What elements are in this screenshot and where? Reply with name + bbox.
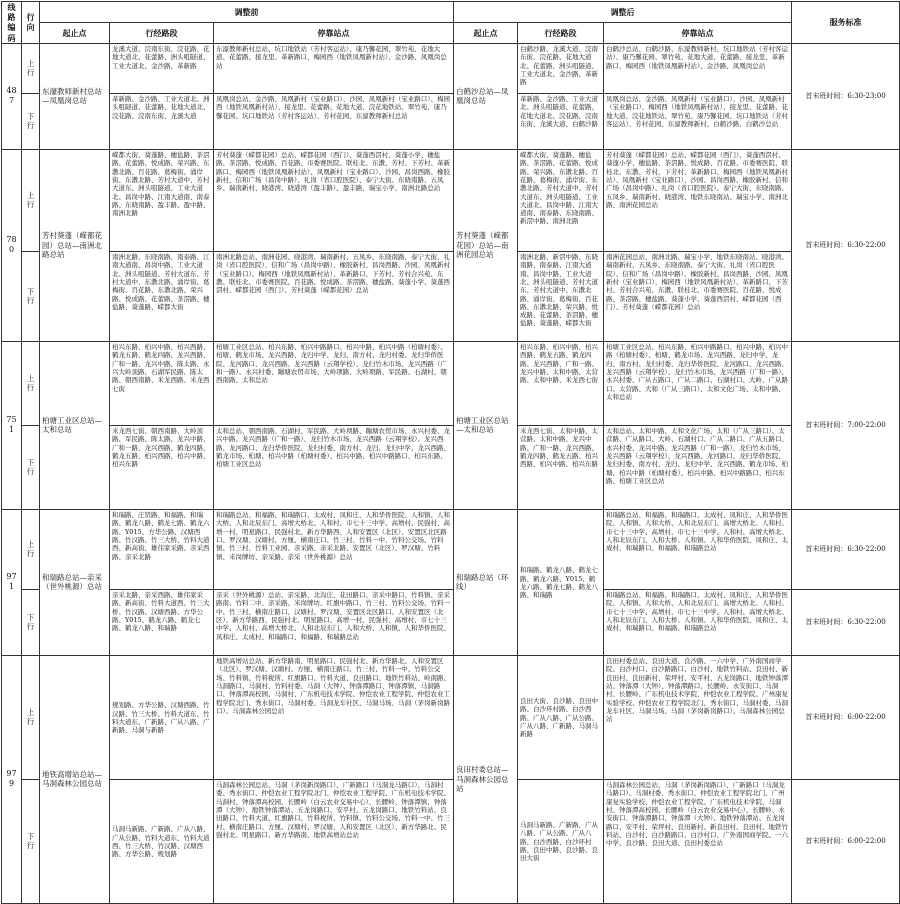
- after-route: 嵘都大街、葵蓬路、穗盐路、茶滘路、花蕾路、悦成路、荣兴路、东漖北路、百花路、葛梅街、涌岸街、东漖北路、芳村大道中、芳村大道东、洲头咀隧道、工业大道北、昌岗中路、江南大道南、南泰路、东晓南路、新滘中路、南洲北路: [518, 149, 604, 251]
- before-route: 亲采北路、亲采西路、雄伟家采路、新高街、竹料大道西、竹三大桥、竹汉路、汉塘西路、方华公路、Y015、鹤龙六路、鹤龙七路、鹤龙八路、和瑞路: [110, 589, 214, 655]
- direction-label: 上行: [22, 655, 40, 779]
- before-route: 规划路、方华公路、汉塘西路、竹汉路、竹三大桥、竹料大道东、竹料大道东、广新路、广从八路、广新路、马洞与新路: [110, 655, 214, 779]
- direction-label: 下行: [22, 425, 40, 509]
- header-before-stops: 停靠站点: [214, 22, 454, 43]
- after-stops: 凤凰岗总站、金沙路、凤凰新村（宝业路口）、沙园、凤凰新村（宝业路口）、梅园西（地铁凤凰新村站）、接龙里、花蕾路、花地大道、浣花地铁站、翠竹苑、康乃馨花园、坑口地铁站（芳村客运站）、芳村花园、东濠教师新村、白鹤沙路、白鹤沙总站: [604, 93, 792, 149]
- route-adjustment-table: [1, 1, 900, 904]
- after-stops: 南洲花园总站、南洲北路、瑞宝小学、地铁东晓南站、晓港湾、瑞南新村、五凤乡、东晓南路、泰宁大街、礼岗（省口腔医院）、信和广场（昌岗中路）、橡胶新村、昌岗西路、沙园、凤凰新村（宝业路口）、梅园西（地铁凤凰新村站）、革新路口、下芳村、芳村合兴苑、东漖、联桂北、市委赛医院、百花路、悦成路、茶滘路、穗盐路、葵蓬小学、葵蓬西滘村、嵘都花园（西门）、芳村葵蓬（嵘都花园）总站: [604, 251, 792, 341]
- after-stops: 良田村委总站、良田大道、良沙路、一六中学、广外南国商学院、白沙村口、白沙路路口、白沙村、地铁竹料站、良田村、新良田村、良田新村、荣坪村、安平村、五龙岗路口、地铁钟落潭站、钟落潭（大钟）、钟落潭路口、长腰岭、永安街口、马洞村、长腰岭、广东机电技术学院、仲恺农业工程学院、广州康复实验学校、仲恺农业工程学院北门、秀水街口、马洞村委、马洞龙车社区、马洞马场、马洞（茅岗新岗路口）、马洞森林公园总站: [604, 655, 792, 779]
- table-row: [2, 251, 900, 341]
- before-stops: 东濠教师新村总站、坑口地铁站（芳村客运站）、康乃馨花园、翠竹苑、花地大道、花蕾路、接龙里、革新路口、梅园西（地铁凤凰新村站）、金沙路、凤凰岗总站: [214, 43, 454, 93]
- before-stops: 柏塘工业区总站、柏兴东路、柏兴中路路口、柏兴中路、柏兴中路（柏塘村委）、柏塘、鹤龙市场、龙兴西路、龙归中学、龙归、南方村、龙归村委、龙归华侨医院、龙河路口、龙兴西路、龙兴西路（云翔学校）、龙归竹木市场、龙兴西路（广和一路）、永兴村委、蹦塘农贸市场、大岭项路、大岭项路、军民路、石湖村、朝西南路、太和总站: [214, 341, 454, 425]
- before-stops: 芳村葵蓬（嵘都花园）总站、嵘都花园（西门）、葵蓬西滘村、葵蓬小学、穗盐路、茶滘路、悦成路、百花路、市委赛医院、联桂北、东漖、芳村、下芳村、革新路口、梅园西（地铁凤凰新村站）、凤凰新村（宝业路口）、沙园、昌岗西路、橡胶新村、信和广场（昌岗中路）、礼岗（省口腔医院）、泰宁大街、东晓南路、五凤乡、瑞南新村、晓港湾、晓港湾（盈丰路）、盈丰路、瑞宝小学、南洲北路总站: [214, 149, 454, 251]
- before-route: 龙溪大道、浣南东街、浣花路、花地大道北、花蕾路、洲头咀隧道、工业大道北、金沙路、革新路: [110, 43, 214, 93]
- after-route: 柏兴东路、柏兴中路、柏兴西路、鹤龙五路、鹤龙四路、龙兴西路、广和一路、龙兴中路、太和中路、太营路、太和中路、米龙西七街: [518, 341, 604, 425]
- before-endpoints: 东濠教师新村总站—凤凰岗总站: [40, 43, 110, 149]
- after-endpoints: 良田村委总站—马洞森林公园总站: [454, 655, 518, 903]
- before-route: 嵘都大街、葵蓬路、穗盐路、茶滘路、花蕾路、悦成路、荣兴路、东漖北路、百花路、葛梅街、涌岸街、东漖北路、芳村大道中、芳村大道东、洲头咀隧道、工业大道北、昌岗中路、江南大道南、南泰路、东晓南路、盈丰路、盈中路、南洲北路: [110, 149, 214, 251]
- after-stops: 白鹤沙总站、白鹤沙路、东濠教师新村、坑口地铁站（芳村客运站）、康乃馨花园、翠竹苑、花地大道、花蕾路、接龙里、革新路口、梅园西（地铁凤凰新村站）、金沙路、凤凰岗总站: [604, 43, 792, 93]
- after-route: 和瑞路、鹤龙八路、鹤龙七路、鹤龙六路、Y015、鹤龙六路、鹤龙七路、鹤龙八路、和瑞路: [518, 509, 604, 655]
- table-row: [2, 509, 900, 589]
- before-route: 南洲北路、东晓南路、南泰路、江南大道南、昌岗中路、工业大道北、洲头咀隧道、芳村大道东、芳村大道中、东漖北路、涌岸街、葛梅街、百花路、东漖北路、荣兴路、悦成路、花蕾路、茶滘路、穗盐路、葵蓬路、嵘都大街: [110, 251, 214, 341]
- after-route: 白鹤沙路、龙溪大道、浣南东街、浣花路、花地大道北、花蕾路、洲头咀隧道、工业大道北、金沙路、革新路: [518, 43, 604, 93]
- route-code: 751: [2, 341, 22, 509]
- table-row: [2, 589, 900, 655]
- before-stops: 地铁高增站总站、新方华路南、明星路口、民强村北、新方华路北、人和安置区（北区）、罗汉塘、汉塘村、方厘、横南庄路口、竹三村、竹料一中、竹料公交场、竹料镇、竹料税所、红旗路口、竹料大道、良田路口、地铁竹料站、岭南路、马洞路口、马洞村、竹料村委、马洞（大钟）、钟落潭路口、钟落潭镇、马洞路口、钟落潭高校园、马洞村、广东机电技术学院、仲恺农业工程学院、仲恺农业工程学院北门、秀水街口、马洞村委、马洞龙车社区、马洞马场、马洞（茅岗新岗路口）、马洞森林公园总站: [214, 655, 454, 779]
- service-standard: 首末班时间：6:30-23:00: [792, 43, 900, 149]
- before-route: 和瑞路、庄贤路、和福路、和瑞路、鹤龙八路、鹤龙七路、鹤龙六路、Y015、方华公路、汉塘西路、竹汉路、竹三大桥、竹料大道西、新高街、雄伟家采路、亲采西路、亲采北路: [110, 509, 214, 589]
- before-stops: 和瑞路总站、和福路、和瑞路口、太成村、凤和庄、人和华侨医院、人和镇、人和大桥、人和北辰东门、高增大桥北、人和村、市七十三中学、高增村、民强村、高增一村、明星路口、民强村北、新方华路西、人和安置区（北区）、安置区北区路口、罗汉塘、汉塘村、方厘、横南庄口、竹三村、竹料一中、竹料公交场、竹料镇、竹三村、竹料工业园、亲采路、亲采北路、安置区（北区）、罗汉塘、竹料镇、米岗牌坊、亲采路、亲采（世外桃源）总站: [214, 509, 454, 589]
- before-stops: 亲采（世外桃源）总站、亲采路、北沟庄、花田路口、亲采中路口、竹料镇、亲采路南、竹料二中、亲采路、米岗牌坊、红旗中路口、竹三村、竹料公交场、竹料一中、竹三村、横南庄路口、汉塘村、罗汉塘、安置区北区路口、人和安置区（北区）、新方华路西、民强村北、明星路口、高增一村、民强村、高增村、市七十三中学、人和村、高增大桥北、人和北辰东门、人和大桥、人和镇、人和华侨医院、凤和庄、太成村、和瑞路口、和福路、和瑞路总站: [214, 589, 454, 655]
- header-before-endpoints: 起止点: [40, 22, 110, 43]
- before-route: 柏兴东路、柏兴中路、柏兴西路、鹤龙五路、鹤龙四路、龙兴西路、广和一路、龙兴中路、陈太路、永兴大岭顶路、石湖军民路、陈太路、朝西南路、米龙西路、米龙西七街: [110, 341, 214, 425]
- direction-label: 上行: [22, 149, 40, 251]
- route-code: 780: [2, 149, 22, 341]
- table-row: [2, 779, 900, 903]
- after-endpoints: 白鹤沙总站—凤凰岗总站: [454, 43, 518, 149]
- table-row: [2, 341, 900, 425]
- before-endpoints: 芳村葵蓬（嵘都花园）总站—南洲北路总站: [40, 149, 110, 341]
- after-endpoints: 芳村葵蓬（嵘都花园）总站—南洲花园总站: [454, 149, 518, 341]
- before-route: 米龙西七街、朝西南路、大岭顶路、军民路、陈太路、龙兴中路、广和一路、龙兴西路、鹤龙四路、鹤龙五路、柏兴西路、柏兴中路、柏兴东路: [110, 425, 214, 509]
- header-after: 调整后: [454, 2, 792, 23]
- after-stops: 和瑞路总站、和福路、和瑞路口、太成村、凤和庄、人和华侨医院、人和镇、人和大桥、人和北辰东门、高增大桥北、人和村、市七十三中学、高增村、市七十三中学、人和村、高增大桥北、人和北辰东门、人和大桥、人和镇、人和华侨医院、凤和庄、太成村、和瑞路口、和福路、和瑞路总站: [604, 509, 792, 589]
- header-before: 调整前: [40, 2, 454, 23]
- table-row: [2, 93, 900, 149]
- service-standard: 首末班时间：6:00-22:00: [792, 655, 900, 779]
- before-endpoints: 柏塘工业区总站—太和总站: [40, 341, 110, 509]
- after-route: 革新路、金沙路、工业大道北、洲头咀隧道、花蕾路、花地大道北、浣花路、浣南东街、龙溪大道、白鹤沙路: [518, 93, 604, 149]
- header-code: 线路编码: [2, 2, 22, 44]
- direction-label: 下行: [22, 93, 40, 149]
- header-after-stops: 停靠站点: [604, 22, 792, 43]
- service-standard: 首末班时间：6:00-22:00: [792, 779, 900, 903]
- direction-label: 上行: [22, 341, 40, 425]
- before-route: 革新路、金沙路、工业大道北、洲头咀隧道、花蕾路、花地大道北、浣花路、浣南东街、龙溪大道: [110, 93, 214, 149]
- table-row: [2, 425, 900, 509]
- before-route: 马洞马新路、广新路、广从八路、广从公路、竹料大道东、竹料大道西、竹三大桥、竹汉路、汉塘西路、方华公路、规划路: [110, 779, 214, 903]
- after-stops: 芳村葵蓬（嵘都花园）总站、嵘都花园（西门）、葵蓬西滘村、葵蓬小学、穗盐路、茶滘路、悦成路、百花路、市委赛医院、联桂北、东漖、芳村、下芳村、革新路口、梅园西（地铁凤凰新村站）、凤凰新村（宝业路口）、沙园、昌岗西路、橡胶新村、信和广场（昌岗中路）、礼岗（省口腔医院）、泰宁大街、东晓南路、五凤乡、瑞南新村、晓港湾、地铁东晓南站、瑞宝小学、南洲北路、南洲花园总站: [604, 149, 792, 251]
- table-body: [2, 43, 900, 903]
- direction-label: 下行: [22, 779, 40, 903]
- route-code: 979: [2, 655, 22, 903]
- after-route: 马洞马新路、广新路、广从八路、广从公路、广从八路、白沙西路、白沙环村路、良田中路、良沙路、良田大街: [518, 779, 604, 903]
- direction-label: 上行: [22, 43, 40, 93]
- before-endpoints: 地铁高增站总站—马洞森林公园总站: [40, 655, 110, 903]
- before-stops: 凤凰岗总站、金沙路、凤凰新村（宝业路口）、沙园、凤凰新村（宝业路口）、梅园西（地铁凤凰新村站）、接龙里、花蕾路、花地大道、浣花地铁站、翠竹苑、康乃馨花园、坑口地铁站（芳村客运站）、芳村花园、东濠教师新村总站: [214, 93, 454, 149]
- table-row: [2, 655, 900, 779]
- route-code: 971: [2, 509, 22, 655]
- after-endpoints: 和瑞路总站（环线）: [454, 509, 518, 655]
- route-code: 487: [2, 43, 22, 149]
- after-route: 南洲北路、新滘中路、东晓南路、南泰路、江南大道南、昌岗中路、工业大道北、洲头咀隧道、芳村大道东、芳村大道中、东漖北路、涌岸街、葛梅街、百花路、东漖北路、荣兴路、悦成路、花蕾路、茶滘路、穗盐路、葵蓬路、嵘都大街: [518, 251, 604, 341]
- header-direction: 行向: [22, 2, 40, 44]
- after-stops: 马洞森林公园总站、马洞（茅岗新岗路口）、广新路口（马洞龙马路口）、马洞村委、秀水街口、仲恺农业工程学院北门、广州康复实验学校、仲恺农业工程学院、广东机电技术学院、马洞村、钟落潭高校园、长腰岭（白云农业交易中心）、长腰岭、永安街口、钟落潭路口、钟落潭（大钟）、地铁钟落潭站、五龙岗路口、安平村、荣坪村、良田新村、新良田村、良田村、地铁竹料站、白沙村、白沙路路口、白沙村口、广外南国商学院、一六中学、良沙路、良田大道、良田村委总站: [604, 779, 792, 903]
- after-stops: 太和总站、太和中路、太和文化广场、太和（广从三路口）、太营路、广从路口、大岭、石湖村口、广从二路口、广从五路口、永兴村委、龙兴中路、龙兴西路（广和一路）、龙归竹木市场、龙兴西路（云翔学校）、龙兴西路、龙河路口、龙归华侨医院、龙归村委、南方村、龙归、龙归中学、龙兴西路、鹤龙市场、柏塘、柏兴中路（柏塘村委）、柏兴中路、柏兴中路路口、柏兴东路、柏塘工业区总站: [604, 425, 792, 509]
- service-standard: 首末班时间：6:30-22:00: [792, 149, 900, 341]
- after-stops: 柏塘工业区总站、柏兴东路、柏兴中路路口、柏兴中路、柏兴中路（柏塘村委）、柏塘、鹤龙市场、龙兴西路、龙归中学、龙归、南方村、龙归村委、龙归华侨医院、龙河路口、龙兴西路、龙兴西路（云翔学校）、龙归竹木市场、龙兴西路（广和一路）、永兴村委、广从五路口、广从二路口、石湖村口、大岭、广从路口、太营路、大和（广从三路口）、太和文化广场、太和中路、太和总站: [604, 341, 792, 425]
- before-stops: 南洲北路总站、南洲花园、晓港湾、瑞南新村、五凤乡、东晓南路、泰宁大街、礼岗（省口腔医院）、信和广场（昌岗中路）、橡胶新村、昌岗西路、沙园、凤凰新村（宝业路口）、梅园西（地铁凤凰新村站）、革新路口、下芳村、芳村合兴苑、东漖、联桂北、市委赛医院、百花路、悦成路、茶滘路、穗盐路、葵蓬小学、葵蓬西滘村、嵘都花园（西门）、芳村葵蓬（嵘都花园）总站: [214, 251, 454, 341]
- table-row: [2, 43, 900, 93]
- header-after-endpoints: 起止点: [454, 22, 518, 43]
- service-standard: 首末班时间：6:30-22:00: [792, 509, 900, 589]
- after-route: 良田大街、良沙路、良田中路、白沙环村路、白沙西路、广从八路、广从公路、广从八路、广新路、马洞马新路: [518, 655, 604, 779]
- direction-label: 下行: [22, 589, 40, 655]
- direction-label: 上行: [22, 509, 40, 589]
- after-route: 米龙西七街、太和中路、太营路、太和中路、龙兴中路、广和一路、龙兴西路、鹤龙四路、鹤龙五路、柏兴西路、柏兴中路、柏兴东路: [518, 425, 604, 509]
- header-before-route: 行经路段: [110, 22, 214, 43]
- before-stops: 太和总站、朝西南路、石湖村、军民路、大岭项路、蹦塘农贸市场、永兴村委、龙兴中路、龙兴西路（广和一路）、龙归竹木市场、龙兴西路（云翔学校）、龙兴西路、龙河路口、龙归华侨医院、龙归村委、南方村、龙归、龙归中学、龙兴西路、鹤龙市场、柏塘、柏兴中路（柏塘村委）、柏兴中路、柏兴中路路口、柏兴东路、柏塘工业区总站: [214, 425, 454, 509]
- service-standard: 首末班时间：6:30-22:00: [792, 589, 900, 655]
- before-stops: 马洞森林公园总站、马洞（茅岗新岗路口）、广新路口（马洞龙马路口）、马洞村委、秀水街口、仲恺农业工程学院北门、仲恺农业工程学院、广东机电技术学院、马洞村、钟落潭高校园、长腰岭（白云农业交易中心）、长腰岭、钟落潭镇、钟落潭（大钟）、地铁钟落潭站、五龙岗路口、安平村、五龙岗路口、地铁竹料站、良田路口、竹料大道、红旗路口、竹料税所、竹料镇、竹料公交场、竹料一中、竹三村、横南庄路口、方厘、汉塘村、罗汉塘、人和安置区（北区）、新方华路北、民强村北、明星路口、新方华路南、地铁高增站总站: [214, 779, 454, 903]
- direction-label: 下行: [22, 251, 40, 341]
- after-endpoints: 柏塘工业区总站—太和总站: [454, 341, 518, 509]
- after-stops: 和瑞路总站、和福路、和瑞路口、太成村、凤和庄、人和华侨医院、人和镇、人和大桥、人和北辰东门、高增大桥北、人和村、市七十三中学、高增村、市七十三中学、人和村、高增大桥北、人和北辰东门、人和大桥、人和镇、人和华侨医院、凤和庄、太成村、和瑞路口、和福路、和瑞路总站: [604, 589, 792, 655]
- before-endpoints: 和瑞路总站—亲采（世外桃源）总站: [40, 509, 110, 655]
- service-standard: 首末班时间：7:00-22:00: [792, 341, 900, 509]
- header-after-route: 行经路段: [518, 22, 604, 43]
- table-row: [2, 149, 900, 251]
- header-service: 服务标准: [792, 2, 900, 44]
